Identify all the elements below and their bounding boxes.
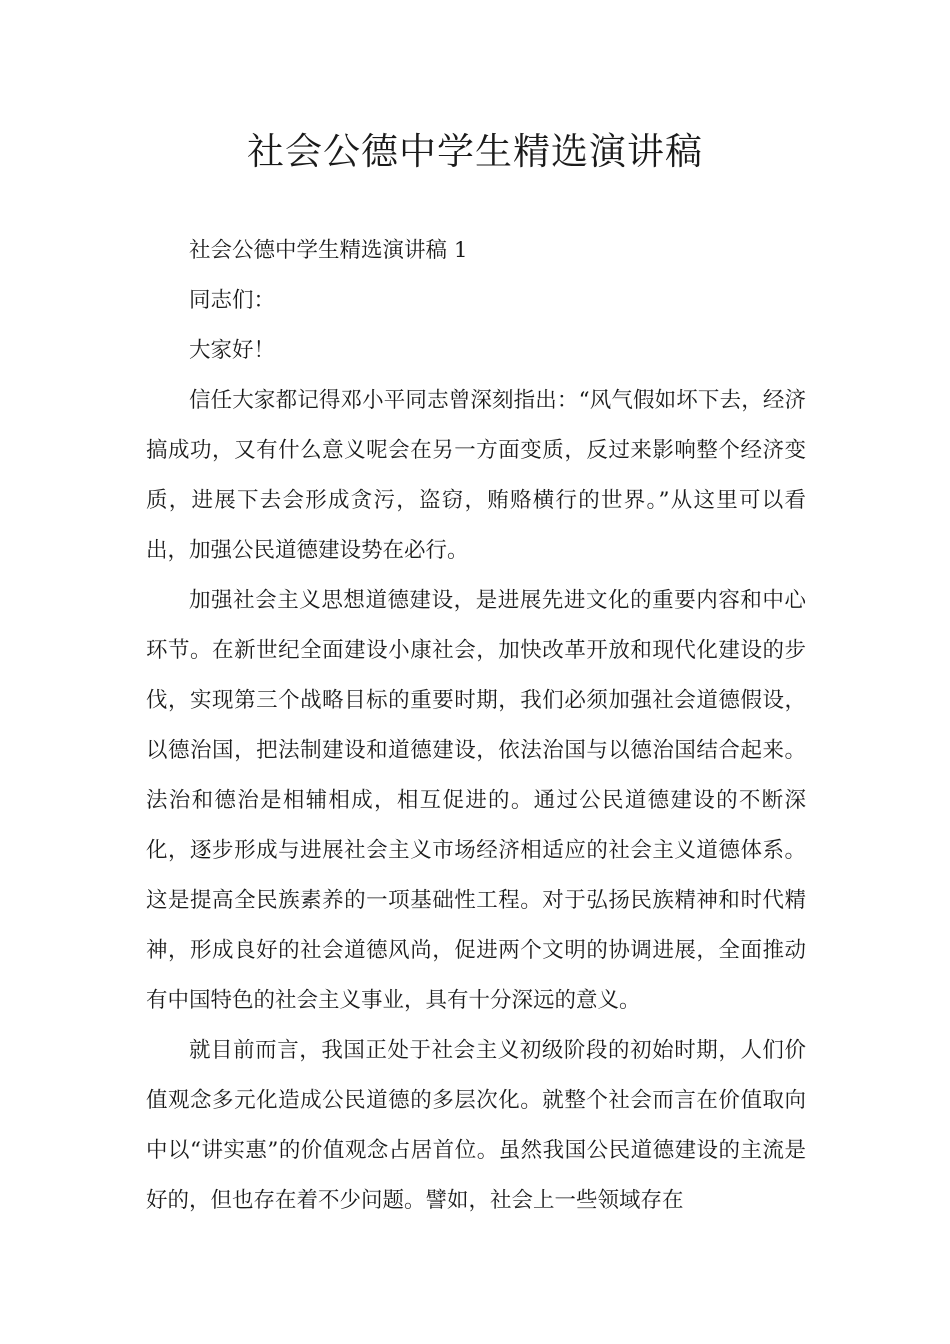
document-body	[146, 226, 806, 1226]
paragraph-body-1: 信任大家都记得邓小平同志曾深刻指出：“风气假如坏下去，经济搞成功，又有什么意义呢会在另一方面变质，反过来影响整个经济变质，进展下去会形成贪污，盗窃，贿赂横行的世界。”从这里可以看出，加强公民道德建设势在必行。	[146, 388, 806, 563]
paragraph-body-2: 加强社会主义思想道德建设，是进展先进文化的重要内容和中心环节。在新世纪全面建设小康社会，加快改革开放和现代化建设的步伐，实现第三个战略目标的重要时期，我们必须加强社会道德假设，以德治国，把法制建设和道德建设，依法治国与以德治国结合起来。法治和德治是相辅相成，相互促进的。通过公民道德建设的不断深化，逐步形成与进展社会主义市场经济相适应的社会主义道德体系。这是提高全民族素养的一项基础性工程。对于弘扬民族精神和时代精神，形成良好的社会道德风尚，促进两个文明的协调进展，全面推动有中国特色的社会主义事业，具有十分深远的意义。	[146, 588, 806, 1013]
paragraph-greeting: 大家好！	[189, 338, 276, 363]
document-title: 社会公德中学生精选演讲稿	[247, 130, 703, 173]
paragraph-salutation: 同志们：	[189, 288, 276, 313]
paragraph-body-3: 就目前而言，我国正处于社会主义初级阶段的初始时期，人们价值观念多元化造成公民道德的多层次化。就整个社会而言在价值取向中以“讲实惠”的价值观念占居首位。虽然我国公民道德建设的主流是好的，但也存在着不少问题。譬如，社会上一些领域存在	[146, 1038, 806, 1213]
paragraph-subtitle: 社会公德中学生精选演讲稿 1	[189, 238, 468, 263]
